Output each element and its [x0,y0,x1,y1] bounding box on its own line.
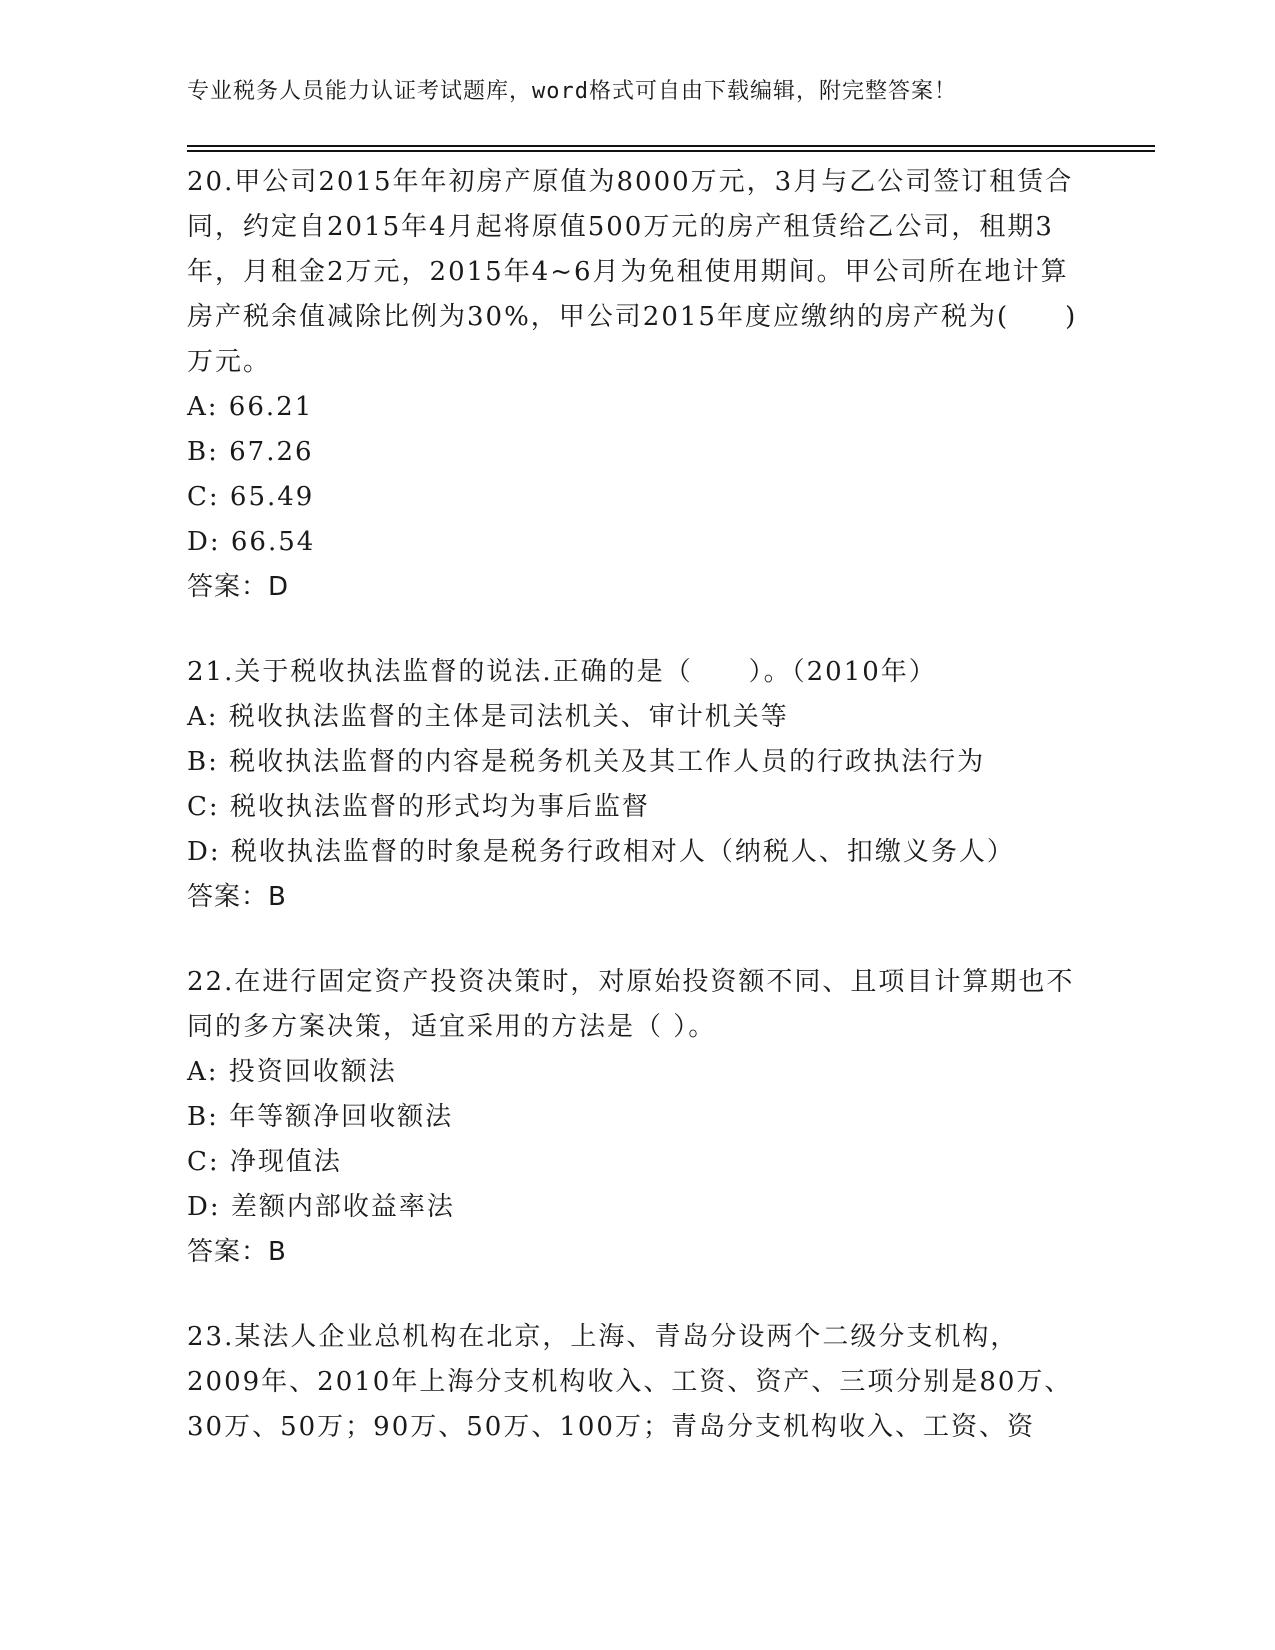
option-d: D: 66.54 [187,527,316,557]
option-b: B: 67.26 [187,437,314,467]
option-b: B: 税收执法监督的内容是税务机关及其工作人员的行政执法行为 [187,747,986,777]
option-a: A: 投资回收额法 [187,1057,397,1087]
question-22 [187,960,1087,1275]
answer: 答案：B [187,882,287,912]
question-stem: 22.在进行固定资产投资决策时，对原始投资额不同、且项目计算期也不同的多方案决策，适宜采用的方法是（ ）。 [187,967,1075,1042]
option-b: B: 年等额净回收额法 [187,1102,454,1132]
question-stem: 20.甲公司2015年年初房产原值为8000万元，3月与乙公司签订租赁合同，约定自2015年4月起将原值500万元的房产租赁给乙公司，租期3年，月租金2万元，2015年4~6月为免租使用期间。甲公司所在地计算房产税余值减除比例为30%，甲公司2015年度应缴纳的房产税为( )万元。 [187,167,1078,377]
option-d: D: 差额内部收益率法 [187,1192,455,1222]
answer: 答案：B [187,1237,287,1267]
option-d: D: 税收执法监督的时象是税务行政相对人（纳税人、扣缴义务人） [187,837,1015,867]
question-23 [187,1315,1087,1450]
option-c: C: 65.49 [187,482,315,512]
question-stem: 23.某法人企业总机构在北京，上海、青岛分设两个二级分支机构，2009年、2010年上海分支机构收入、工资、资产、三项分别是80万、30万、50万；90万、50万、100万；青岛分支机构收入、工资、资 [187,1322,1073,1442]
option-a: A: 66.21 [187,392,314,422]
option-c: C: 净现值法 [187,1147,342,1177]
document-body [187,160,1087,1490]
option-a: A: 税收执法监督的主体是司法机关、审计机关等 [187,702,789,732]
option-c: C: 税收执法监督的形式均为事后监督 [187,792,650,822]
question-stem: 21.关于税收执法监督的说法.正确的是（ ）。（2010年） [187,657,937,687]
header-rule-top [187,145,1155,147]
page-header: 专业税务人员能力认证考试题库，word格式可自由下载编辑，附完整答案！ [187,79,957,104]
question-21 [187,650,1087,920]
question-20 [187,160,1087,610]
header-rule-bottom [187,150,1155,152]
answer: 答案：D [187,572,290,602]
